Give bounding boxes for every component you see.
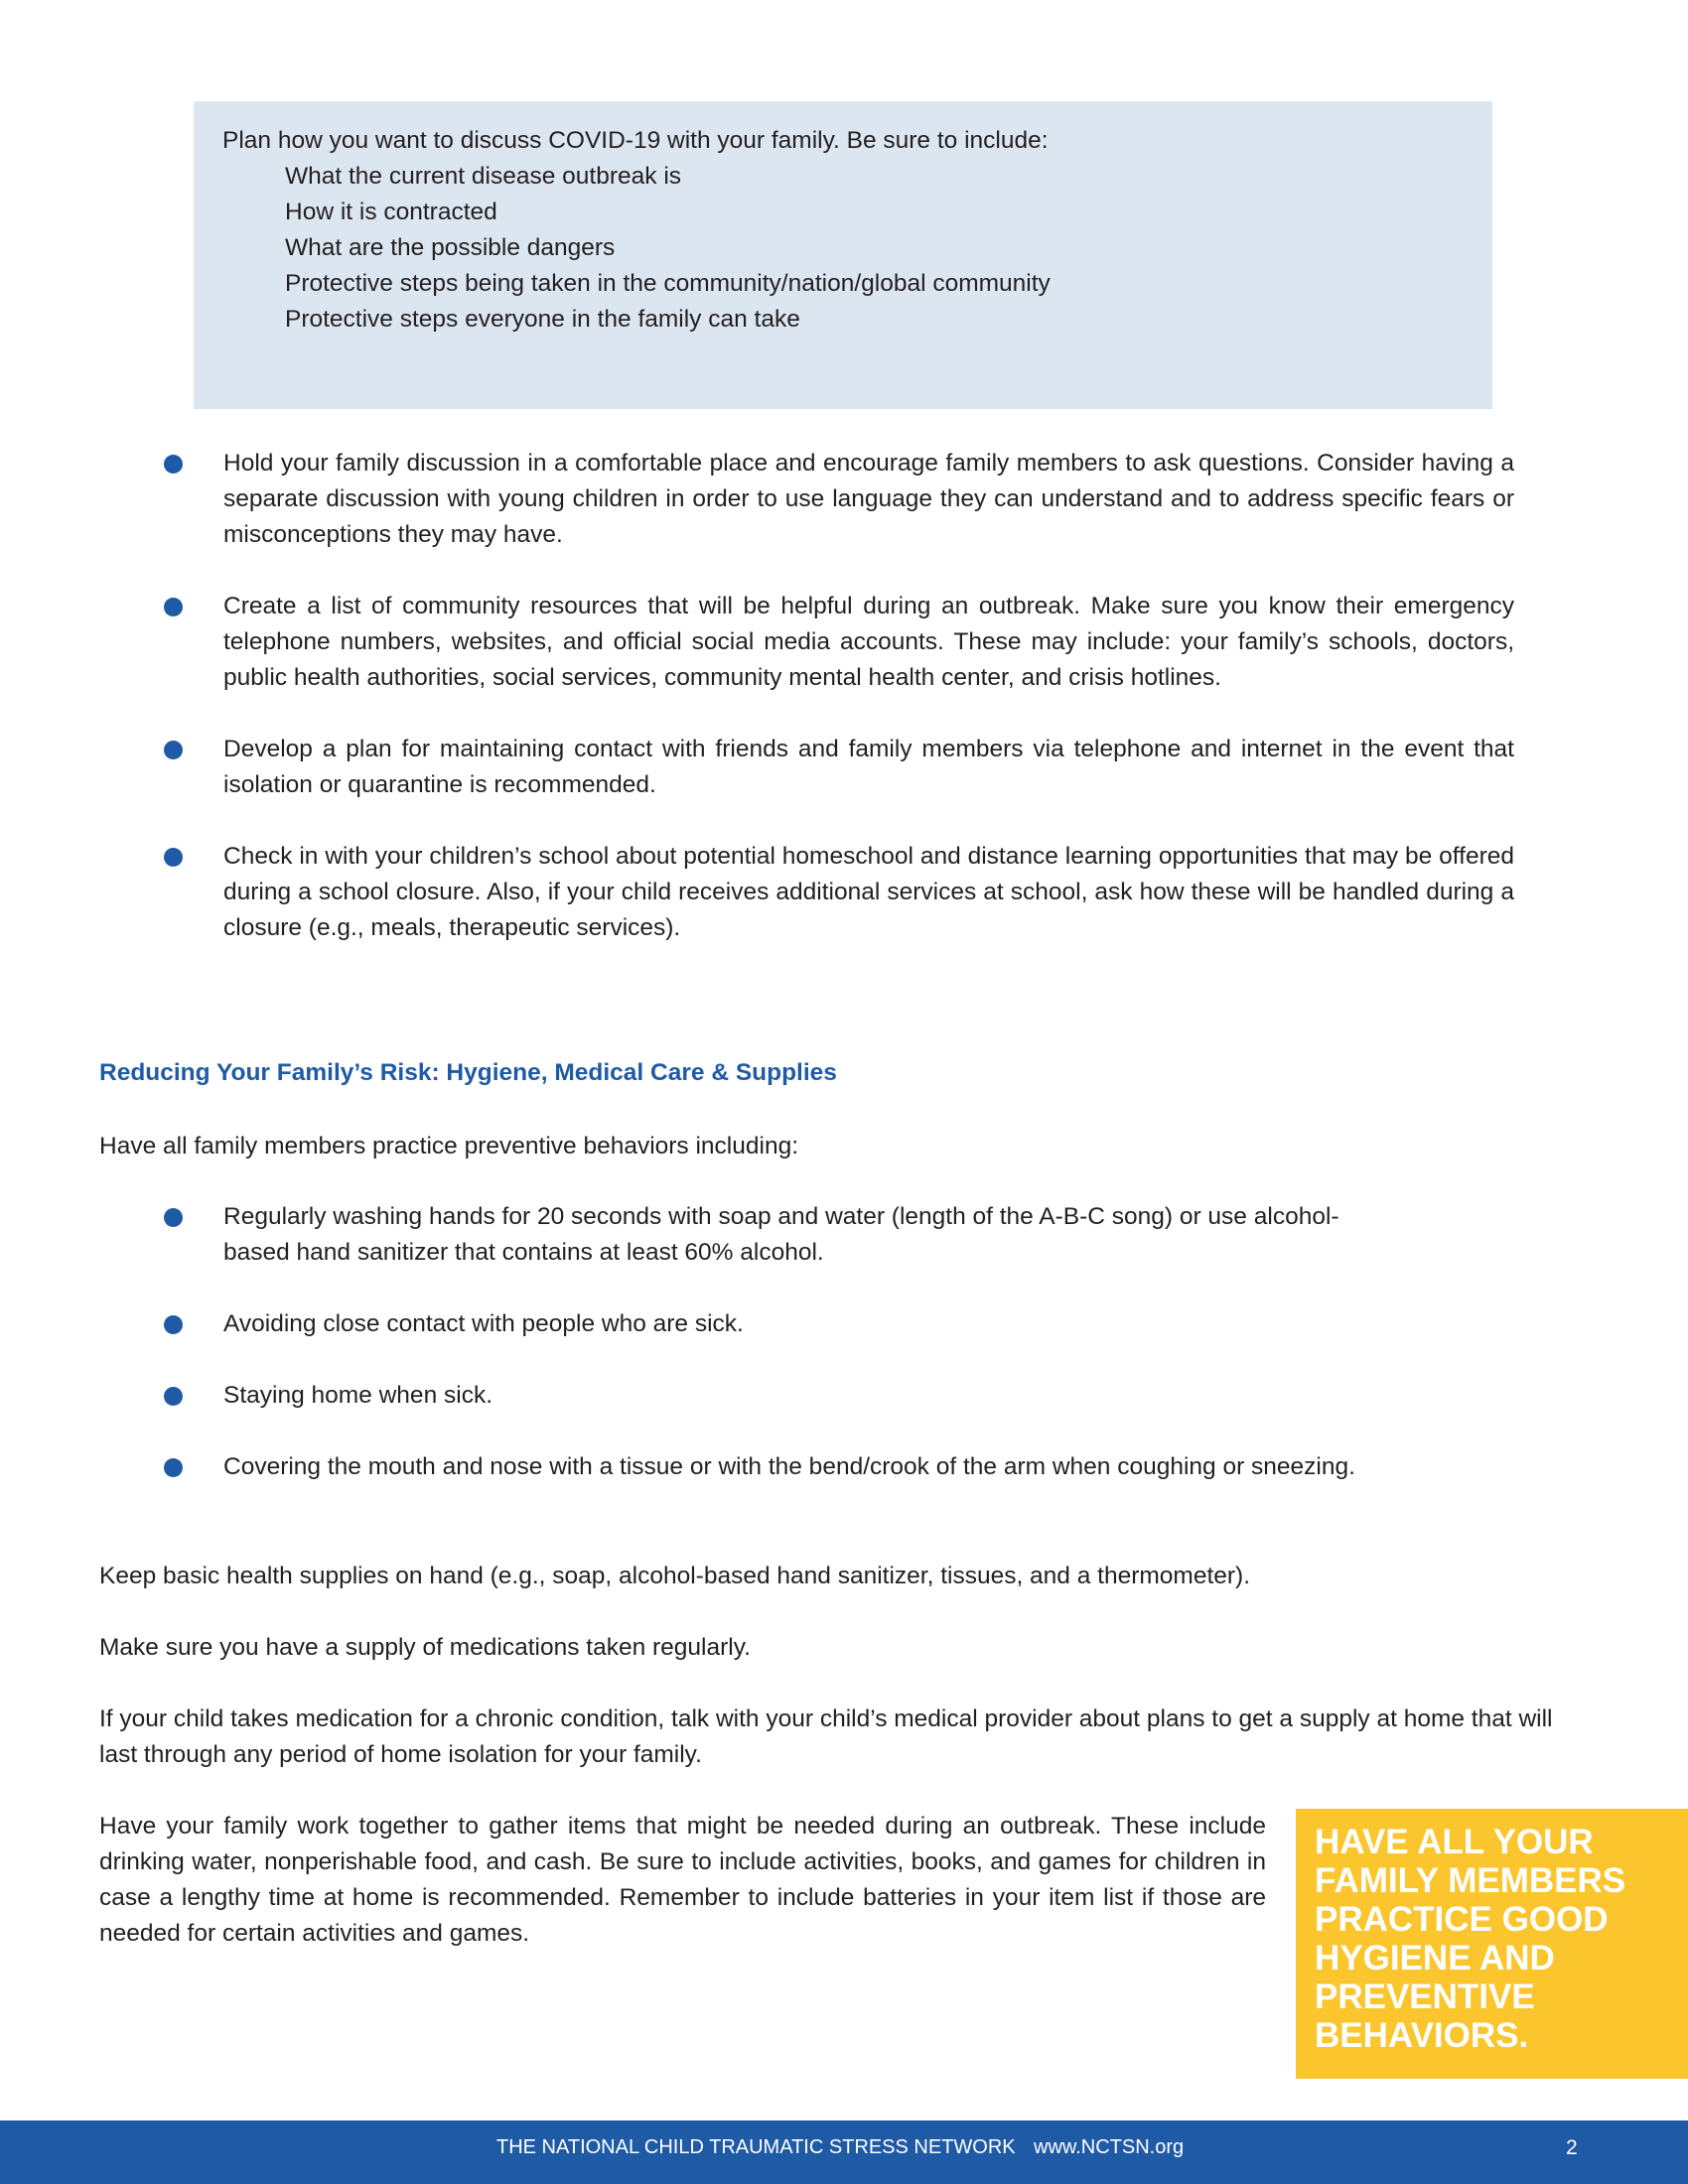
list-item-text: Develop a plan for maintaining contact with friends and family members via telephone and internet in the event that isolation or quarantine is recommended. — [223, 736, 1514, 798]
footer-bar — [0, 2120, 1688, 2184]
list-item-text: Check in with your children’s school about potential homeschool and distance learning opportunities that may be offered during a school closure. Also, if your child receives additional services at school, ask how these will be handled during a closure (e.g., meals, therapeutic services). — [223, 843, 1514, 941]
callout-item: How it is contracted — [285, 199, 497, 225]
bullet-icon — [164, 741, 183, 759]
hygiene-bullet-list — [164, 1199, 1355, 1521]
paragraph: If your child takes medication for a chronic condition, talk with your child’s medical provider about plans to get a supply at home that will last through any period of home isolation for your family. — [99, 1706, 1553, 1768]
list-item — [164, 839, 1514, 946]
paragraph: Keep basic health supplies on hand (e.g., soap, alcohol-based hand sanitizer, tissues, and a thermometer). — [99, 1563, 1251, 1589]
page-number: 2 — [1566, 2136, 1578, 2159]
list-item — [164, 732, 1514, 803]
callout-box — [194, 101, 1492, 409]
callout-item: What the current disease outbreak is — [285, 163, 682, 190]
list-item-text: Avoiding close contact with people who are sick. — [223, 1310, 744, 1337]
bullet-icon — [164, 1315, 183, 1334]
list-item-text: Create a list of community resources that will be helpful during an outbreak. Make sure you know their emergency telephone numbers, websites, and official social media accounts. These may include: your family’s schools, doctors, public health authorities, social services, community mental health center, and crisis hotlines. — [223, 593, 1514, 691]
callout-item: What are the possible dangers — [285, 234, 616, 261]
paragraph: Have your family work together to gather items that might be needed during an outbreak. These include drinking water, nonperishable food, and cash. Be sure to include activities, books, and games for children in case a lengthy time at home is recommended. Remember to include batteries in your item list if those are needed for certain activities and games. — [99, 1813, 1266, 1947]
callout-intro: Plan how you want to discuss COVID-19 with your family. Be sure to include: — [222, 127, 1049, 154]
bullet-icon — [164, 1458, 183, 1477]
bullet-icon — [164, 455, 183, 474]
pull-quote: HAVE ALL YOUR FAMILY MEMBERS PRACTICE GOOD HYGIENE AND PREVENTIVE BEHAVIORS. — [1296, 1809, 1688, 2079]
list-item-text: Regularly washing hands for 20 seconds with soap and water (length of the A-B-C song) or use alcohol-based hand sanitizer that contains at least 60% alcohol. — [223, 1203, 1339, 1266]
bullet-icon — [164, 1387, 183, 1406]
list-item — [164, 1449, 1355, 1485]
footer-org-name: THE NATIONAL CHILD TRAUMATIC STRESS NETWORK — [496, 2136, 1016, 2158]
list-item — [164, 589, 1514, 696]
section-heading: Reducing Your Family’s Risk: Hygiene, Medical Care & Supplies — [99, 1059, 837, 1086]
list-item — [164, 1306, 1355, 1342]
list-item-text: Staying home when sick. — [223, 1382, 492, 1409]
list-item-text: Covering the mouth and nose with a tissue or with the bend/crook of the arm when coughing or sneezing. — [223, 1453, 1355, 1480]
list-item-text: Hold your family discussion in a comfortable place and encourage family members to ask questions. Consider having a separate discussion with young children in order to use language they can understand and to address specific fears or misconceptions they may have. — [223, 450, 1514, 548]
list-item — [164, 1199, 1355, 1271]
footer-url: www.NCTSN.org — [1034, 2136, 1185, 2158]
callout-item: Protective steps being taken in the community/nation/global community — [285, 270, 1051, 297]
bullet-icon — [164, 1208, 183, 1227]
bullet-icon — [164, 598, 183, 616]
list-item — [164, 446, 1514, 553]
section-intro: Have all family members practice preventive behaviors including: — [99, 1133, 799, 1160]
bullet-icon — [164, 848, 183, 867]
callout-item: Protective steps everyone in the family can take — [285, 306, 800, 333]
list-item — [164, 1378, 1355, 1414]
planning-bullet-list — [164, 446, 1514, 982]
paragraph: Make sure you have a supply of medications taken regularly. — [99, 1634, 751, 1661]
